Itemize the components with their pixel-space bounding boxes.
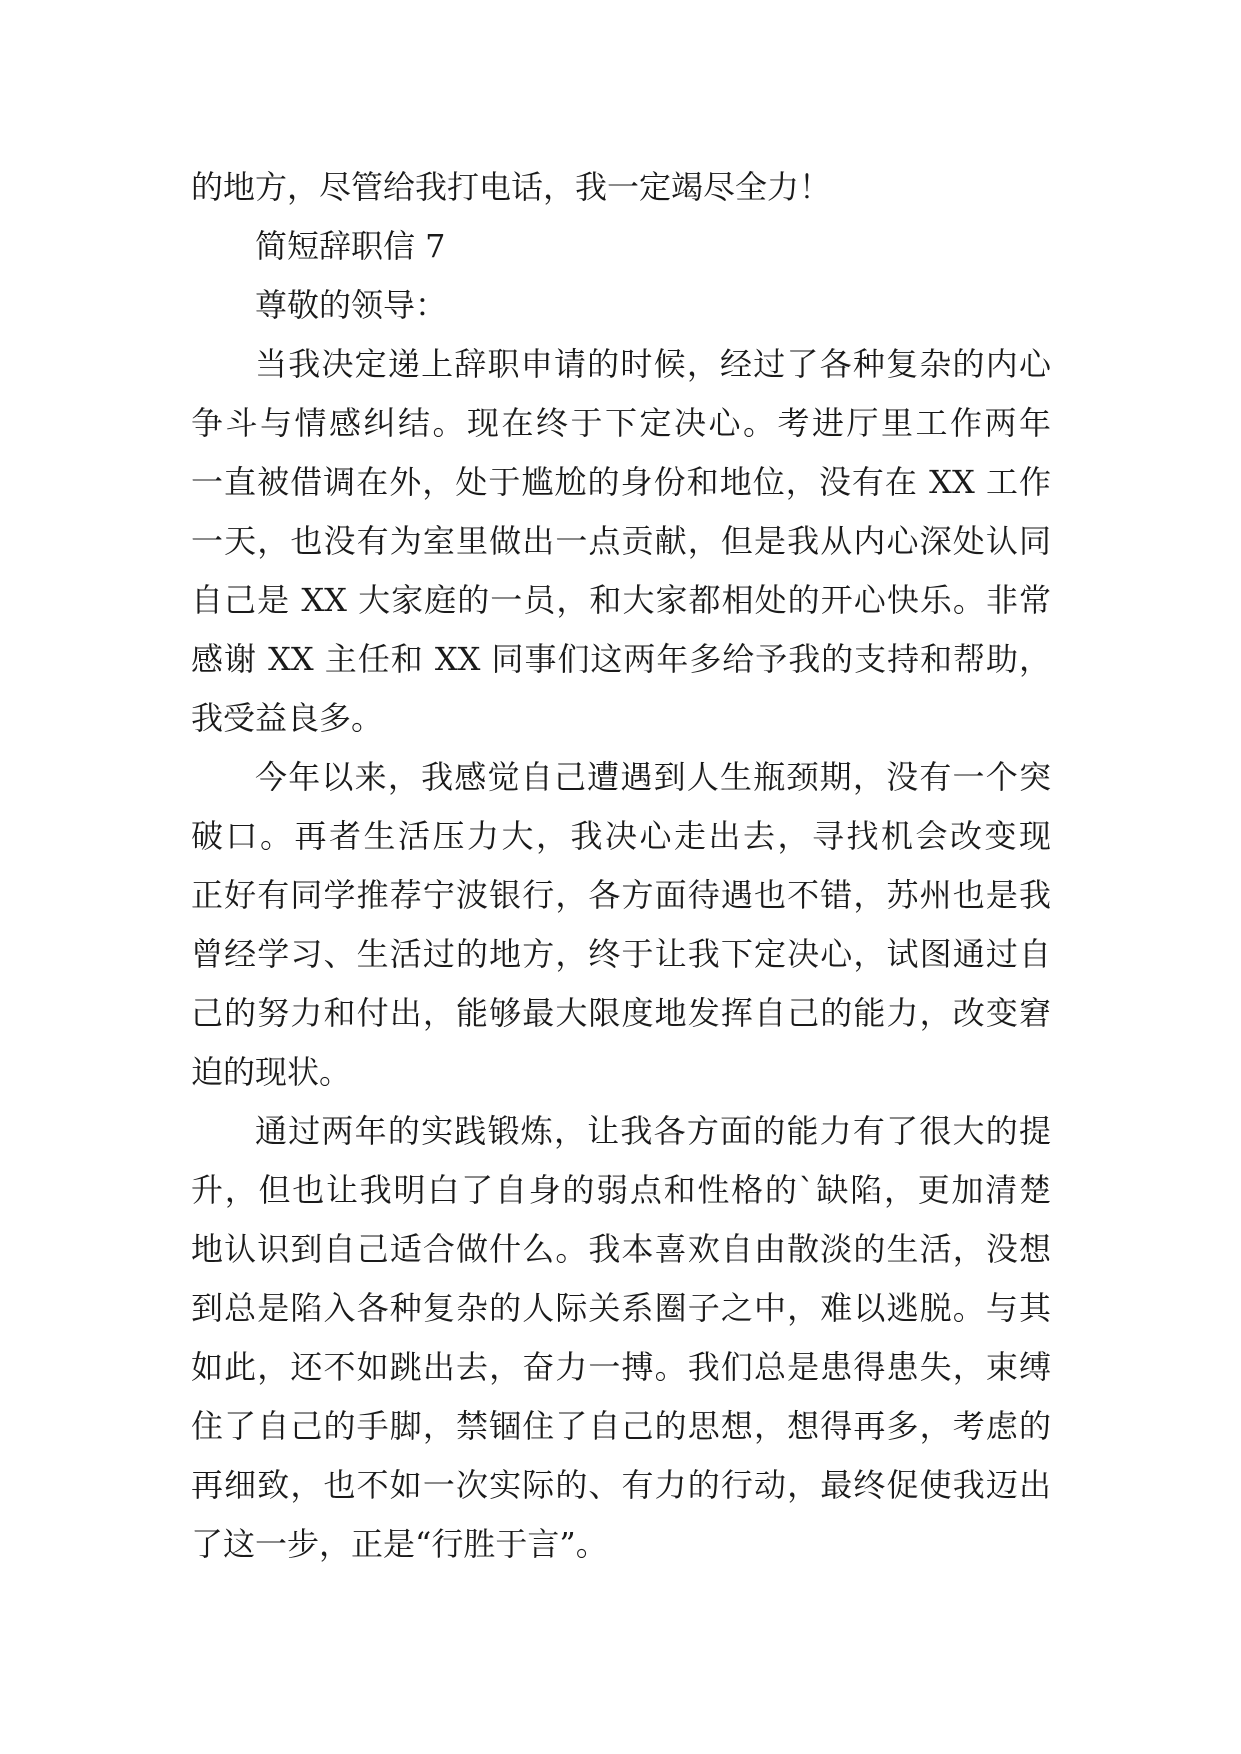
text-line: 升，但也让我明白了自身的弱点和性格的`缺陷，更加清楚 bbox=[191, 1171, 1051, 1209]
text-line: 己的努力和付出，能够最大限度地发挥自己的能力，改变窘 bbox=[191, 994, 1051, 1032]
text-line: 争斗与情感纠结。现在终于下定决心。考进厅里工作两年 bbox=[191, 404, 1051, 442]
salutation: 尊敬的领导： bbox=[255, 286, 448, 324]
text-line: 一直被借调在外，处于尴尬的身份和地位，没有在 XX 工作 bbox=[191, 463, 1051, 501]
letter-title: 简短辞职信 7 bbox=[255, 227, 446, 265]
text-line: 到总是陷入各种复杂的人际关系圈子之中，难以逃脱。与其 bbox=[191, 1289, 1051, 1327]
text-line: 自己是 XX 大家庭的一员，和大家都相处的开心快乐。非常 bbox=[191, 581, 1051, 619]
text-line: 曾经学习、生活过的地方，终于让我下定决心，试图通过自 bbox=[191, 935, 1051, 973]
document-body bbox=[191, 158, 1051, 1574]
text-line: 一天，也没有为室里做出一点贡献，但是我从内心深处认同 bbox=[191, 522, 1051, 560]
text-line: 感谢 XX 主任和 XX 同事们这两年多给予我的支持和帮助， bbox=[191, 640, 1051, 678]
text-line: 迫的现状。 bbox=[191, 1053, 352, 1091]
text-line: 通过两年的实践锻炼，让我各方面的能力有了很大的提 bbox=[255, 1112, 1051, 1150]
text-line: 地认识到自己适合做什么。我本喜欢自由散淡的生活，没想 bbox=[191, 1230, 1051, 1268]
text-line: 如此，还不如跳出去，奋力一搏。我们总是患得患失，束缚 bbox=[191, 1348, 1051, 1386]
text-line: 当我决定递上辞职申请的时候，经过了各种复杂的内心 bbox=[255, 345, 1051, 383]
text-line: 的地方，尽管给我打电话，我一定竭尽全力！ bbox=[191, 168, 832, 206]
text-line: 住了自己的手脚，禁锢住了自己的思想，想得再多，考虑的 bbox=[191, 1407, 1051, 1445]
text-line: 再细致，也不如一次实际的、有力的行动，最终促使我迈出 bbox=[191, 1466, 1051, 1504]
text-line: 我受益良多。 bbox=[191, 699, 384, 737]
text-line: 了这一步，正是“行胜于言”。 bbox=[191, 1525, 608, 1563]
text-line: 今年以来，我感觉自己遭遇到人生瓶颈期，没有一个突 bbox=[255, 758, 1051, 796]
text-line: 正好有同学推荐宁波银行，各方面待遇也不错，苏州也是我 bbox=[191, 876, 1051, 914]
text-line: 破口。再者生活压力大，我决心走出去，寻找机会改变现 bbox=[191, 817, 1051, 855]
